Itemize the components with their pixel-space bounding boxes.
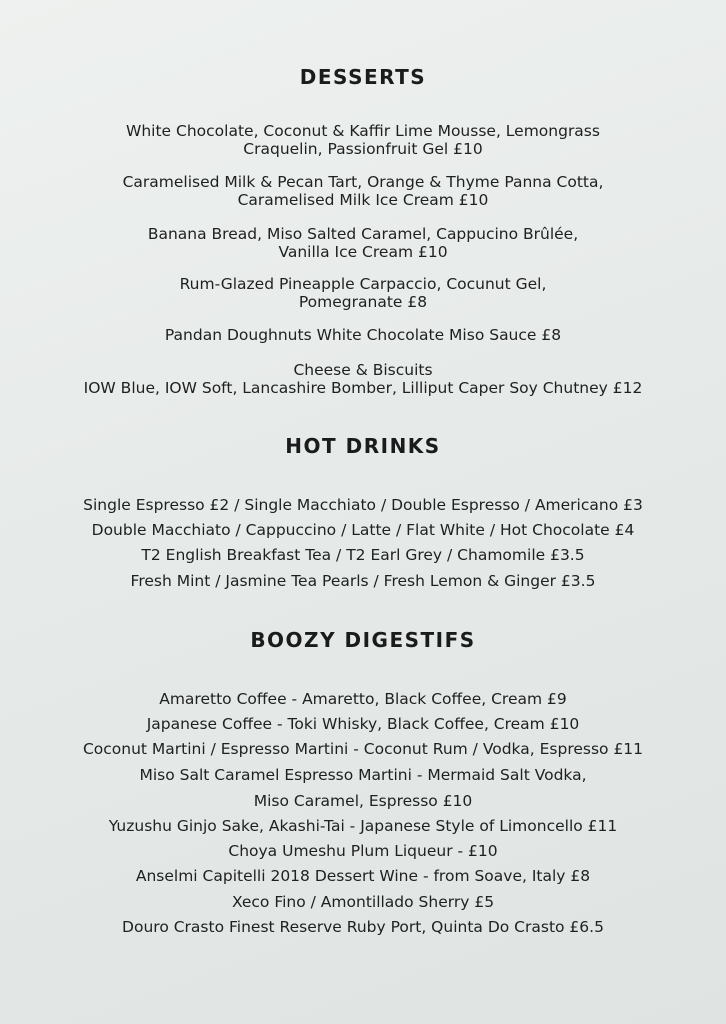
boozy-line-6: Yuzushu Ginjo Sake, Akashi-Tai - Japanese Style of Limoncello £11 — [108, 817, 618, 835]
hot-drinks-line-1: Single Espresso £2 / Single Macchiato / Double Espresso / Americano £3 — [83, 496, 643, 514]
dessert-item-2 — [0, 173, 726, 209]
dessert-item-6 — [0, 361, 726, 397]
boozy-line-9: Xeco Fino / Amontillado Sherry £5 — [231, 893, 495, 911]
boozy-line-5: Miso Caramel, Espresso £10 — [253, 792, 473, 810]
dessert-item-3-line-1: Banana Bread, Miso Salted Caramel, Cappucino Brûlée, — [147, 225, 579, 243]
dessert-item-5 — [0, 326, 726, 344]
dessert-item-1-line-1: White Chocolate, Coconut & Kaffir Lime Mousse, Lemongrass — [126, 122, 600, 140]
boozy-line-8: Anselmi Capitelli 2018 Dessert Wine - from Soave, Italy £8 — [135, 867, 591, 885]
hot-drinks-line-3: T2 English Breakfast Tea / T2 Earl Grey / Chamomile £3.5 — [141, 546, 585, 564]
boozy-line-3: Coconut Martini / Espresso Martini - Coconut Rum / Vodka, Espresso £11 — [82, 740, 644, 758]
boozy-digestifs-heading: BOOZY DIGESTIFS — [250, 628, 476, 652]
dessert-item-4-line-2: Pomegranate £8 — [298, 293, 428, 311]
hot-drinks-heading: HOT DRINKS — [285, 434, 441, 458]
hot-drinks-line-2: Double Macchiato / Cappuccino / Latte / Flat White / Hot Chocolate £4 — [91, 521, 635, 539]
dessert-item-2-line-2: Caramelised Milk Ice Cream £10 — [237, 191, 489, 209]
dessert-item-6-line-2: IOW Blue, IOW Soft, Lancashire Bomber, Lilliput Caper Soy Chutney £12 — [83, 379, 643, 397]
boozy-line-1: Amaretto Coffee - Amaretto, Black Coffee, Cream £9 — [159, 690, 567, 708]
boozy-line-10: Douro Crasto Finest Reserve Ruby Port, Quinta Do Crasto £6.5 — [122, 918, 604, 936]
dessert-item-3-line-2: Vanilla Ice Cream £10 — [278, 243, 448, 261]
dessert-item-5-line-1: Pandan Doughnuts White Chocolate Miso Sauce £8 — [164, 326, 562, 344]
hot-drinks-line-4: Fresh Mint / Jasmine Tea Pearls / Fresh Lemon & Ginger £3.5 — [130, 572, 596, 590]
dessert-item-1 — [0, 122, 726, 158]
dessert-item-3 — [0, 225, 726, 261]
boozy-line-2: Japanese Coffee - Toki Whisky, Black Coffee, Cream £10 — [146, 715, 580, 733]
dessert-item-2-line-1: Caramelised Milk & Pecan Tart, Orange & Thyme Panna Cotta, — [122, 173, 604, 191]
dessert-item-4-line-1: Rum-Glazed Pineapple Carpaccio, Cocunut Gel, — [179, 275, 547, 293]
boozy-line-4: Miso Salt Caramel Espresso Martini - Mermaid Salt Vodka, — [139, 766, 587, 784]
dessert-item-6-line-1: Cheese & Biscuits — [293, 361, 433, 379]
dessert-item-1-line-2: Craquelin, Passionfruit Gel £10 — [243, 140, 483, 158]
boozy-line-7: Choya Umeshu Plum Liqueur - £10 — [228, 842, 498, 860]
desserts-heading: DESSERTS — [299, 65, 427, 89]
dessert-item-4 — [0, 275, 726, 311]
